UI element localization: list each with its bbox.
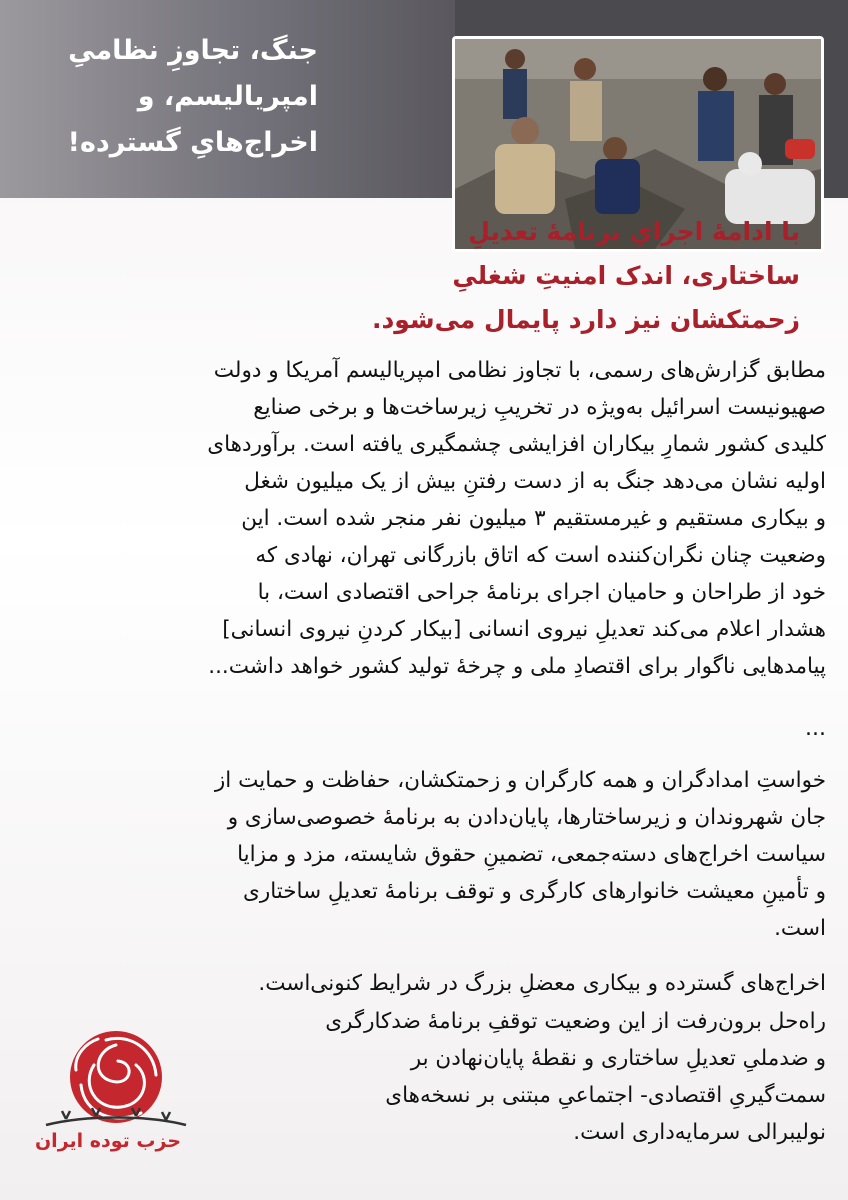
rose-icon: [36, 1015, 196, 1185]
text-line: و ضدملیِ تعدیلِ ساختاری و نقطهٔ پایان‌نهادن بر: [410, 1046, 826, 1071]
text-line: پیامدهایی ناگوار برای اقتصادِ ملی و چرخهٔ تولید کشور خواهد داشت...: [208, 654, 826, 679]
text-line: هشدار اعلام می‌کند تعدیلِ نیروی انسانی [بیکار کردنِ نیروی انسانی]: [222, 617, 826, 642]
text-line: است.: [774, 916, 826, 941]
text-line: نولیبرالی سرمایه‌داری است.: [573, 1120, 826, 1145]
subtitle-line: با ادامهٔ اجرایِ برنامهٔ تعدیلِ: [468, 217, 800, 246]
ellipsis: ...: [805, 716, 826, 741]
text-line: جان شهروندان و زیرساختارها، پایان‌دادن به برنامهٔ خصوصی‌سازی و: [227, 805, 826, 830]
text-line: اخراج‌های گسترده و بیکاری معضلِ بزرگ در شرایط کنونی‌است.: [258, 971, 826, 996]
paragraph-demands: [21, 762, 826, 947]
party-logo-text: حزب توده ایران: [34, 1130, 182, 1152]
text-line: و تأمینِ معیشت خانوارهای کارگری و توقف برنامهٔ تعدیلِ ساختاری: [242, 879, 826, 904]
subtitle-line: ساختاری، اندک امنیتِ شغلیِ: [452, 261, 800, 290]
text-line: کلیدی کشور شمارِ بیکاران افزایشی چشمگیری یافته است. برآوردهای: [207, 432, 826, 457]
title-line: اخراج‌هایِ گسترده!: [67, 127, 318, 158]
text-line: صهیونیست اسرائیل به‌ویژه در تخریبِ زیرساخت‌ها و برخی صنایع: [253, 395, 826, 420]
text-line: اولیه نشان می‌دهد جنگ به از دست رفتنِ بیش از یک میلیون شغل: [244, 469, 826, 494]
text-line: سیاست اخراج‌های دسته‌جمعی، تضمینِ حقوق شایسته، مزد و مزایا: [237, 842, 826, 867]
subtitle-line: زحمتکشان نیز دارد پایمال می‌شود.: [371, 305, 800, 334]
text-line: مطابق گزارش‌های رسمی، با تجاوز نظامی امپریالیسم آمریکا و دولت: [213, 358, 826, 383]
text-line: و بیکاری مستقیم و غیرمستقیم ۳ میلیون نفر منجر شده است. این: [241, 506, 826, 531]
title-line: جنگ، تجاوزِ نظامیِ: [68, 35, 318, 66]
title-line: امپریالیسم، و: [137, 81, 318, 112]
paragraph-reports: [21, 352, 826, 685]
paragraph-problem: [21, 965, 826, 1002]
text-line: راه‌حل برون‌رفت از این وضعیت توقفِ برنامهٔ ضدکارگری: [325, 1009, 826, 1034]
text-line: وضعیت چنان نگران‌کننده است که اتاق بازرگانی تهران، نهادی که: [255, 543, 826, 568]
paragraph-solution: [206, 1003, 826, 1151]
text-line: سمت‌گیریِ اقتصادی- اجتماعیِ مبتنی بر نسخه‌های: [385, 1083, 826, 1108]
text-line: خود از طراحان و حامیان اجرای برنامهٔ جراحی اقتصادی است، با: [257, 580, 826, 605]
text-line: خواستِ امدادگران و همه کارگران و زحمتکشان، حفاظت و حمایت از: [214, 768, 826, 793]
subtitle: [40, 210, 800, 342]
poster-title: [18, 28, 318, 166]
